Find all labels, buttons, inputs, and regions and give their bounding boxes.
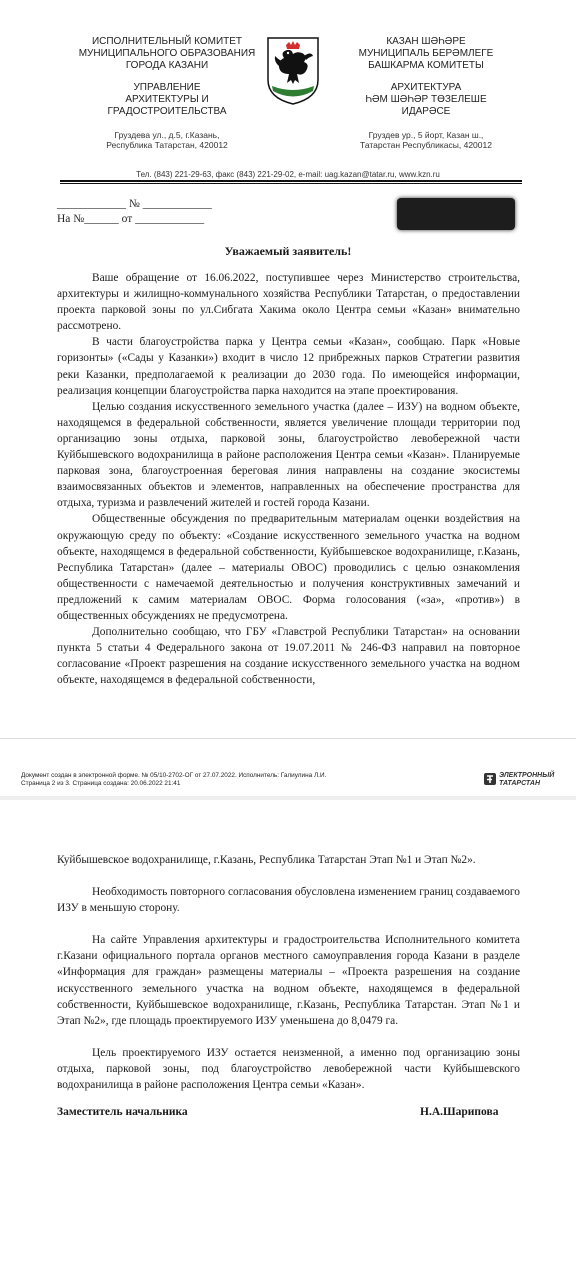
kazan-dragon-emblem-icon [266,36,320,106]
dept-name-ru: УПРАВЛЕНИЕ АРХИТЕКТУРЫ И ГРАДОСТРОИТЕЛЬСТВА [107,82,227,117]
letter-body-page-1 [57,270,520,688]
reg-number-line: ____________ № ____________ [57,198,212,210]
footer-text: Документ создан в электронной форме. № 05/10-2702-ОГ от 27.07.2022. Исполнитель: Галиулина Л.И. Страница 2 из 3. Страница создана: 20.06.2022 21:41 [21,772,327,787]
reg-reference-line: На №______ от ____________ [57,213,205,225]
paragraph: Целью создания искусственного земельного участка (далее – ИЗУ) на водном объекте, находящемся в федеральной собственности, является увеличение площади территории под организацию зоны отдыха, парковой зоны, благоустройство левобережной части Куйбышевского водохранилища в районе расположения Центра семьи «Казан». Планируемые парковая зона, благоустроенная береговая линия направлены на создание экосистемы взаимосвязанных объектов и элементов, направленных на обеспечение пространства для отдыха, туризма и развлечений жителей и гостей города Казани. [57,400,520,510]
header-divider-thin [60,183,522,184]
paragraph: Необходимость повторного согласования обусловлена изменением границ создаваемого ИЗУ в меньшую сторону. [57,886,520,915]
page-break [0,796,576,800]
paragraph: На сайте Управления архитектуры и градостроительства Исполнительного комитета г.Казани официального портала органов местного самоуправления города Казани в разделе «Информация для граждан» размещены материалы – «Проекта разрешения на создание искусственного земельного участка на водном объекте, находящемся в федеральной собственности, Куйбышевское водохранилище, г.Казань, Республика Татарстан. Этап №1 и Этап №2», где площадь проектируемого ИЗУ уменьшена до 8,0479 га. [57,934,520,1027]
paragraph: Дополнительно сообщаю, что ГБУ «Главстрой Республики Татарстан» на основании пункта 5 статьи 4 Федерального закона от 19.07.2011 № 246-ФЗ направил на повторное согласование «Проект разрешения на создание искусственного земельного участка на водном объекте, находящемся в федеральной собственности, [57,626,520,687]
greeting: Уважаемый заявитель! [224,244,352,258]
paragraph: Ваше обращение от 16.06.2022, поступившее через Министерство строительства, архитектуры и жилищно-коммунального хозяйства Республики Татарстан, о предоставлении проекта парковой зоны по ул.Сибгата Хакима около Центра семьи «Казан» внимательно рассмотрено. [57,272,520,333]
electronic-tatarstan-logo-icon [484,773,496,785]
electronic-tatarstan-logo: ЭЛЕКТРОННЫЙ ТАТАРСТАН [484,772,558,790]
paragraph: В части благоустройства парка у Центра семьи «Казан», сообщаю. Парк «Новые горизонты» («Сады у Казанки») входит в число 12 прибрежных парков Стратегии развития реки Казанки, предполагаемой к реализации до 2030 года. По имеющейся информации, реализация концепции благоустройства парка находится на этапе проектирования. [57,336,520,397]
address-tt: Груздев ур., 5 йорт, Казан ш., Татарстан Республикасы, 420012 [360,130,492,150]
redacted-recipient [397,198,515,230]
letterhead-right [326,36,526,150]
dept-name-tt: АРХИТЕКТУРА ҺӘМ ШӘҺӘР ТӨЗЕЛЕШЕ ИДАРӘСЕ [365,82,487,117]
signatory-position: Заместитель начальника [57,1106,188,1118]
paragraph-continuation: Куйбышевское водохранилище, г.Казань, Республика Татарстан Этап №1 и Этап №2». [57,854,476,866]
org-name-ru: ИСПОЛНИТЕЛЬНЫЙ КОМИТЕТ МУНИЦИПАЛЬНОГО ОБРАЗОВАНИЯ ГОРОДА КАЗАНИ [78,36,256,71]
paragraph: Общественные обсуждения по предварительным материалам оценки воздействия на окружающую среду по объекту: «Создание искусственного земельного участка на водном объекте, находящемся в федеральной собственности, Куйбышевское водохранилище, г.Казань, Республика Татарстан» (далее – материалы ОВОС) проводились с целью ознакомления общественности с намечаемой деятельностью и получения конструктивных замечаний и предложений к самим материалам ОВОС. Форма голосования («за», «против») в общественных обсуждениях не предусмотрена. [57,513,520,622]
letterhead-left [67,36,267,150]
signatory-name: Н.А.Шарипова [420,1106,499,1118]
contacts-line: Тел. (843) 221-29-63, факс (843) 221-29-02, e-mail: uag.kazan@tatar.ru, www.kzn.ru [136,170,440,179]
letter-body-page-2 [57,852,520,1093]
electronic-document-footer [0,738,576,797]
paragraph: Цель проектируемого ИЗУ остается неизменной, а именно под организацию зоны отдыха, парковой зоны, под благоустройство левобережной части Куйбышевского водохранилища в районе расположения Центра семьи «Казан». [57,1046,520,1092]
org-name-tt: КАЗАН ШӘҺӘРЕ МУНИЦИПАЛЬ БЕРӘМЛЕГЕ БАШКАРМА КОМИТЕТЫ [358,36,494,71]
address-ru: Груздева ул., д.5, г.Казань, Республика Татарстан, 420012 [106,130,228,150]
header-divider [60,180,522,182]
letterhead [0,36,576,156]
